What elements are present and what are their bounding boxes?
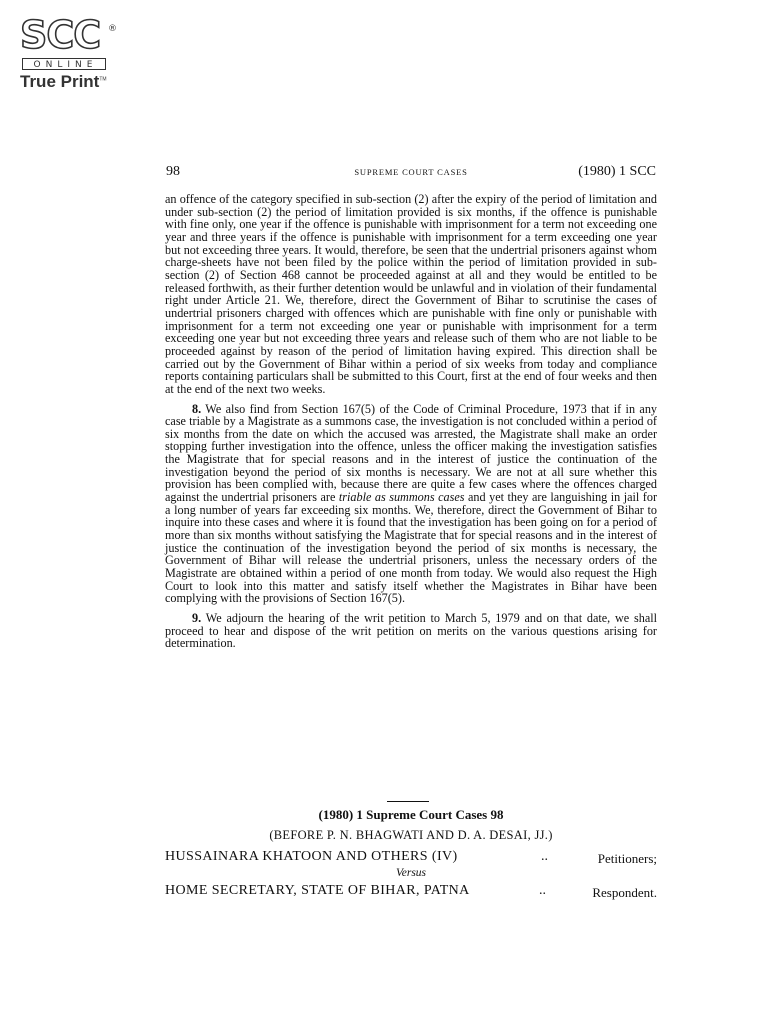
respondent-role: Respondent. bbox=[592, 885, 657, 900]
paragraph-9-text: We adjourn the hearing of the writ petition to March 5, 1979 and on that date, we shall proceed to hear and dispose of the writ petition on merits on the various questions arising for determination. bbox=[165, 611, 658, 651]
page-number: 98 bbox=[166, 164, 180, 179]
paragraph-8-text-a: We also find from Section 167(5) of the Code of Criminal Procedure, 1973 that if in any case triable by a Magistrate as a summons case, the investigation is not concluded within a period of six months from the date on which the accused was arrested, the Magistrate shall make an order stopping further investigation into the offence, unless the officer making the investigation satisfies the Magistrate that for special reasons and in the interest of justice the continuation of the investigation beyond the period of six months is necessary. We are not at all sure whether this provision has been complied with, because there are quite a few cases where the offences charged against the undertrial prisoners are bbox=[165, 401, 658, 505]
logo-true-print-label: True Print bbox=[20, 72, 100, 91]
petitioner-leader-dots: .. bbox=[541, 849, 548, 864]
paragraph-continuation: an offence of the category specified in sub-section (2) after the expiry of the period of limitation and under sub-section (2) the period of limitation provided is six months, if the offence is punishable with fine only, one year if the offence is punishable with imprisonment for a term not exceeding one year and three years if the offence is punishable with imprisonment for a term exceeding one year but not exceeding three years. It would, therefore, be seen that the undertrial prisoners against whom charge-sheets have not been filed by the police within the period of limitation provided in sub-section (2) of Section 468 cannot be proceeded against at all and they would be entitled to be released forthwith, as their further detention would be unlawful and in violation of their fundamental right under Article 21. We, therefore, direct the Government of Bihar to scrutinise the cases of undertrial prisoners charged with offences which are punishable with fine only or punishable with imprisonment for a term not exceeding one year or punishable with imprisonment for a term exceeding one year but not exceeding three years and release such of them who are not liable to be proceeded against by reason of the period of limitation having expired. This direction shall be carried out by the Government of Bihar within a period of six weeks from today and compliance reports containing particulars shall be submitted to this Court, first at the end of four weeks and then at the end of the next two weeks. bbox=[165, 192, 657, 396]
respondent-leader-dots: .. bbox=[539, 883, 546, 898]
scc-online-logo bbox=[20, 13, 120, 92]
logo-trademark: TM bbox=[99, 76, 107, 83]
logo-registered-mark: ® bbox=[108, 24, 117, 34]
case-citation: (1980) 1 Supreme Court Cases 98 bbox=[318, 807, 504, 822]
judgment-text bbox=[165, 193, 657, 650]
bench-composition: (BEFORE P. N. BHAGWATI AND D. A. DESAI, JJ.) bbox=[269, 828, 553, 842]
paragraph-number: 8. bbox=[192, 401, 202, 416]
petitioner-name: HUSSAINARA KHATOON AND OTHERS (IV) bbox=[165, 849, 458, 864]
logo-online-text: ONLINE bbox=[22, 58, 106, 70]
paragraph-9 bbox=[165, 612, 657, 650]
paragraph-8-italic-phrase: triable as summons cases bbox=[338, 490, 465, 505]
logo-scc-text: SCC bbox=[20, 13, 101, 57]
respondent-row bbox=[165, 883, 657, 901]
volume-citation: (1980) 1 SCC bbox=[578, 164, 656, 179]
petitioner-role: Petitioners; bbox=[597, 851, 657, 866]
section-divider bbox=[387, 801, 429, 802]
petitioner-row bbox=[165, 849, 657, 867]
versus-label: Versus bbox=[395, 867, 427, 879]
running-header bbox=[166, 164, 656, 180]
paragraph-8 bbox=[165, 403, 657, 606]
respondent-name: HOME SECRETARY, STATE OF BIHAR, PATNA bbox=[165, 883, 470, 898]
paragraph-8-text-b: and yet they are languishing in jail for a long number of years far exceeding six months. We, therefore, direct the Government of Bihar to inquire into these cases and where it is found that the investigation has been going on for a period of more than six months without satisfying the Magistrate that for special reasons and in the interest of justice the continuation of the investigation beyond the period of six months is necessary, the Government of Bihar will release the undertrial prisoners, unless the necessary orders of the Magistrate are obtained within a period of one month from today. We would also request the High Court to look into this matter and satisfy itself whether the Magistrates in Bihar have been complying with the provisions of Section 167(5). bbox=[165, 490, 658, 606]
logo-true-print-text bbox=[20, 72, 107, 92]
paragraph-number: 9. bbox=[192, 611, 202, 625]
running-title: SUPREME COURT CASES bbox=[354, 167, 468, 177]
